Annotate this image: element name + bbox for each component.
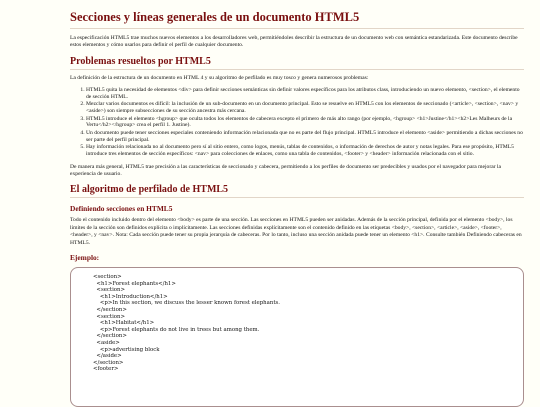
code-line: <footer> xyxy=(93,366,119,373)
intro-paragraph: La especificación HTML5 trae muchos nuevos elementos a los desarrolladores web, permitiéndoles describir la estructura de un documento web con semántica estandarizada. Este documento describe estos elementos y cómo usarlos para definir el perfil de cualquier documento. xyxy=(70,35,518,49)
code-line: </aside> xyxy=(93,353,122,360)
code-line: <aside> xyxy=(93,339,120,346)
section-heading-problems: Problemas resueltos por HTML5 xyxy=(70,56,524,70)
example-label: Ejemplo: xyxy=(70,253,100,262)
list-item: 1. HTML5 quita la necesidad de elementos <div> para definir secciones semánticas sin definir valores específicos para los atributos class, introduciendo un nuevo elemento, <section>, el elemento de sección HTML. xyxy=(86,87,524,101)
code-line: <p>advertising block xyxy=(93,346,160,353)
code-line: <section> xyxy=(93,313,126,320)
list-item: 3. HTML5 introduce el elemento <hgroup> que oculta todos los elementos de cabecera excepto el primero de más alto rango (por ejemplo, <hgroup> <h1>Justine</h1><h2>Les Malheurs de la Vertu</h2></hgroup> crea el perfil 1. Justine). xyxy=(86,116,524,130)
code-line: </section> xyxy=(93,306,127,313)
sections-paragraph: Todo el contenido incluido dentro del elemento <body> es parte de una sección. Las secciones en HTML5 pueden ser anidadas. Además de la sección principal, definida por el elemento <body>, los límites de la sección son definidos explícita o implícitamente. Las secciones definidas explícitamente son el contenido definido en las etiquetas <body>, <section>, <article>, <aside>, <footer>, <header>, y <nav>. Nota: Cada sección puede tener su propia jerarquía de cabeceras. Por lo tanto, incluso una sección anidada puede tener un elemento <h1>. Consulte también Definiendo cabeceras en HTML5. xyxy=(70,217,522,246)
code-line: </section> xyxy=(93,359,124,366)
code-line: <h1>Introduction</h1> xyxy=(93,293,168,300)
problems-list xyxy=(70,87,524,157)
code-line: <p>Forest elephants do not live in trees but among them. xyxy=(93,326,260,333)
sub-heading-defining-sections: Definiendo secciones en HTML5 xyxy=(70,204,173,214)
code-line: <section> xyxy=(93,274,122,280)
closing-paragraph: De manera más general, HTML5 trae precisión a las características de seccionado y cabecera, permitiendo a los perfiles de documento ser predecibles y usados por el navegador para mejorar la experiencia de usuario. xyxy=(70,163,501,177)
problems-paragraph: La definición de la estructura de un documento en HTML 4 y su algoritmo de perfilado es muy tosco y genera numerosos problemas: xyxy=(70,74,369,81)
list-item: 2. Mezclar varios documentos es difícil: la inclusión de un sub-documento en un documento principal. Esto se resuelve en HTML5 con los elementos de seccionado (<article>, <section>, <nav> y <aside>) son siempre subsecciones de su sección ancestra más cercana. xyxy=(86,101,524,115)
code-line: <h1>Forest elephants</h1> xyxy=(93,280,176,287)
section-heading-algorithm: El algoritmo de perfilado de HTML5 xyxy=(70,184,524,198)
code-line: </section> xyxy=(93,333,127,340)
code-line: <p>In this section, we discuss the lesser known forest elephants. xyxy=(93,300,280,307)
code-example-box xyxy=(70,267,524,407)
code-line: <section> xyxy=(93,287,126,294)
page-title: Secciones y líneas generales de un documento HTML5 xyxy=(70,10,524,29)
code-line: <h1>Habitat</h1> xyxy=(93,320,155,327)
list-item: 4. Un documento puede tener secciones especiales conteniendo información relacionada que no es parte del flujo principal. HTML5 introduce el elemento <aside> permitiendo a dichas secciones no ser parte del perfil principal. xyxy=(86,130,524,144)
list-item: 5. Hay información relacionada no al documento pero sí al sitio entero, como logos, menús, tablas de contenidos, o información de derechos de autor y notas legales. Para ese propósito, HTML5 introduce tres elementos de sección específicos: <nav> para colecciones de enlaces, como una tabla de contenidos, <footer> y <header> información relacionada con el sitio. xyxy=(86,144,524,158)
